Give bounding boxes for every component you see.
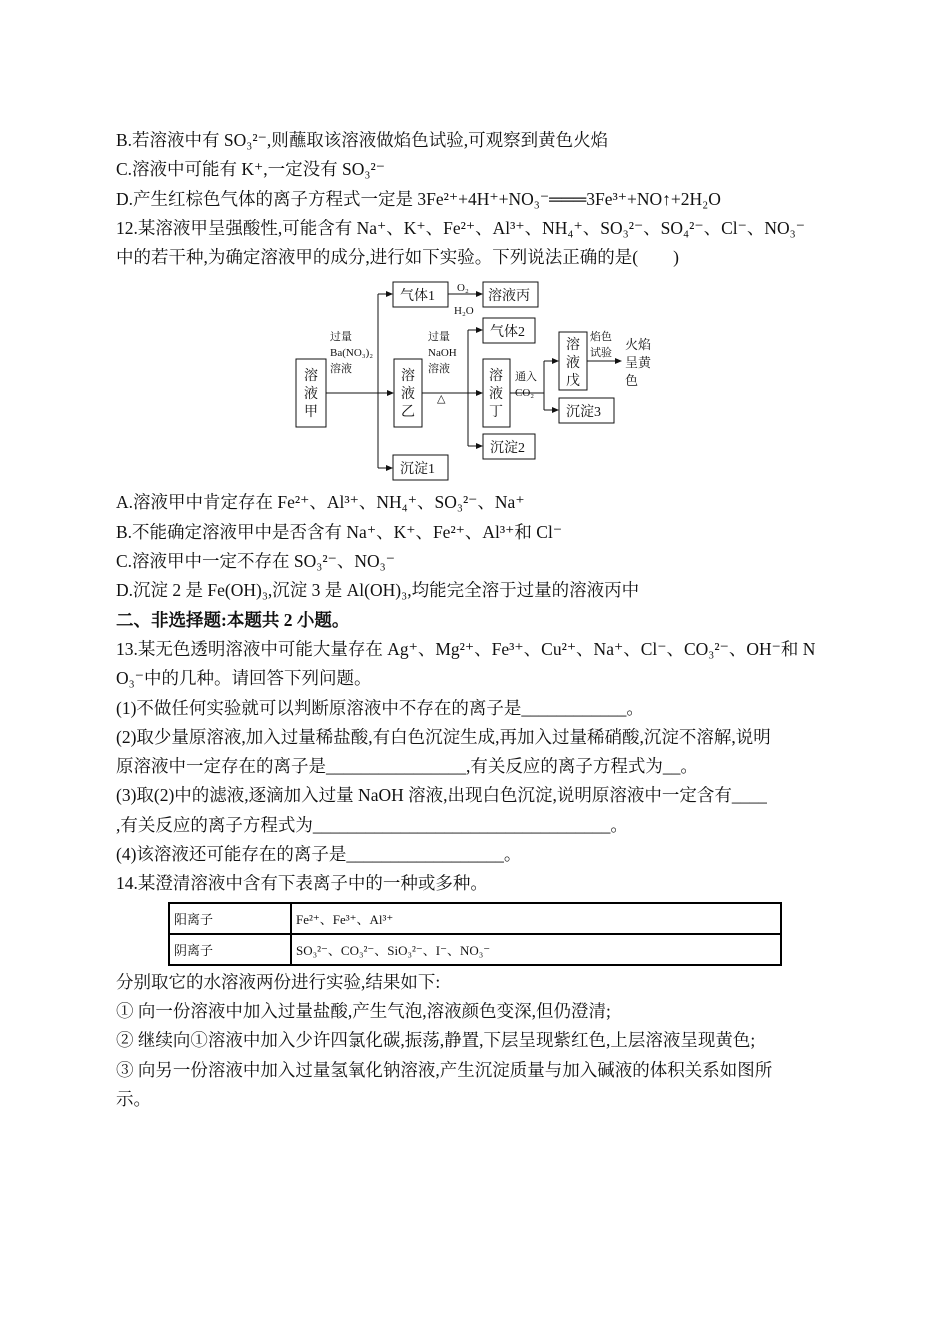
- q12-flow-diagram: [116, 272, 836, 488]
- q14-intro: 分别取它的水溶液两份进行实验,结果如下:: [116, 971, 441, 992]
- q14-step3-line1: ③ 向另一份溶液中加入过量氢氧化钠溶液,产生沉淀质量与加入碱液的体积关系如图所: [116, 1059, 773, 1080]
- q12-option-c: C.溶液甲中一定不存在 SO₃²⁻、NO₃⁻: [116, 551, 395, 572]
- label-ding-2: 液: [489, 387, 503, 403]
- q14-step3-line2: 示。: [116, 1088, 151, 1109]
- q14-step2: ② 继续向①溶液中加入少许四氯化碳,振荡,静置,下层呈现紫红色,上层溶液呈现黄色;: [116, 1030, 756, 1051]
- q12-stem-line2: 中的若干种,为确定溶液甲的成分,进行如下实验。下列说法正确的是( ): [116, 247, 679, 268]
- document-page: [116, 126, 836, 1114]
- q13-part4: (4)该溶液还可能存在的离子是__________________。: [116, 844, 522, 865]
- q13-part2-line2: 原溶液中一定存在的离子是________________,有关反应的离子方程式为__。: [116, 756, 698, 777]
- ion-table: [168, 902, 782, 966]
- reagent2-line1: 过量: [428, 331, 450, 344]
- table-row: [169, 903, 781, 934]
- label-yi-2: 液: [401, 387, 415, 403]
- label-ding-1: 溶: [489, 369, 503, 385]
- q13-part1: (1)不做任何实验就可以判断原溶液中不存在的离子是____________。: [116, 697, 644, 718]
- result-line1: 火焰: [625, 337, 652, 353]
- table-cell-label: 阴离子: [169, 934, 291, 965]
- table-row: [169, 934, 781, 965]
- q14-stem: 14.某澄清溶液中含有下表离子中的一种或多种。: [116, 873, 488, 894]
- label-gas2: 气体2: [490, 325, 525, 341]
- label-ppt3: 沉淀3: [566, 405, 601, 421]
- result-line3: 色: [625, 373, 639, 389]
- q12-option-a: A.溶液甲中肯定存在 Fe²⁺、Al³⁺、NH₄⁺、SO₃²⁻、Na⁺: [116, 492, 525, 513]
- q11-option-d: D.产生红棕色气体的离子方程式一定是 3Fe²⁺+4H⁺+NO₃⁻═══3Fe³⁺+NO↑+2H₂O: [116, 188, 721, 209]
- label-gas1: 气体1: [400, 289, 435, 305]
- label-jia-3: 甲: [304, 405, 318, 421]
- section-heading: 二、非选择题:本题共 2 小题。: [116, 609, 350, 630]
- q13-stem-line1: 13.某无色透明溶液中可能大量存在 Ag⁺、Mg²⁺、Fe³⁺、Cu²⁺、Na⁺、Cl⁻、CO₃²⁻、OH⁻和 N: [116, 638, 816, 659]
- reagent-o2: O₂: [457, 282, 469, 295]
- label-ding-3: 丁: [489, 405, 503, 421]
- reagent3-line2: CO₂: [515, 387, 535, 400]
- q13-part2-line1: (2)取少量原溶液,加入过量稀盐酸,有白色沉淀生成,再加入过量稀硝酸,沉淀不溶解,说明: [116, 726, 771, 747]
- label-yi-1: 溶: [401, 369, 415, 385]
- q13-part3-line2: ,有关反应的离子方程式为__________________________________。: [116, 814, 628, 835]
- q13-part3-line1: (3)取(2)中的滤液,逐滴加入过量 NaOH 溶液,出现白色沉淀,说明原溶液中一定含有____: [116, 785, 767, 806]
- reagent-h2o: H₂O: [454, 305, 474, 318]
- result-line2: 呈黄: [625, 355, 652, 371]
- reagent1-line1: 过量: [330, 331, 352, 344]
- q12-option-b: B.不能确定溶液甲中是否含有 Na⁺、K⁺、Fe²⁺、Al³⁺和 Cl⁻: [116, 521, 563, 542]
- reagent1-line3: 溶液: [330, 363, 352, 376]
- reagent2-line3: 溶液: [428, 363, 450, 376]
- table-cell-ions: Fe²⁺、Fe³⁺、Al³⁺: [291, 903, 781, 934]
- q14-step1: ① 向一份溶液中加入过量盐酸,产生气泡,溶液颜色变深,但仍澄清;: [116, 1000, 611, 1021]
- flame-line2: 试验: [590, 347, 612, 360]
- table-cell-ions: SO₃²⁻、CO₃²⁻、SiO₃²⁻、I⁻、NO₃⁻: [291, 934, 781, 965]
- reagent2-line2: NaOH: [428, 347, 457, 360]
- reagent1-line2: Ba(NO₃)₂: [330, 347, 374, 360]
- q12-option-d: D.沉淀 2 是 Fe(OH)₃,沉淀 3 是 Al(OH)₃,均能完全溶于过量的溶液丙中: [116, 580, 640, 601]
- label-jia-2: 液: [304, 387, 318, 403]
- label-jia-1: 溶: [304, 369, 318, 385]
- q12-stem-line1: 12.某溶液甲呈强酸性,可能含有 Na⁺、K⁺、Fe²⁺、Al³⁺、NH₄⁺、SO₃²⁻、SO₄²⁻、Cl⁻、NO₃⁻: [116, 217, 806, 238]
- table-cell-label: 阳离子: [169, 903, 291, 934]
- label-bing: 溶液丙: [488, 289, 530, 305]
- flame-line1: 焰色: [590, 331, 612, 344]
- reagent2-heat: △: [437, 393, 446, 406]
- label-wu-2: 液: [566, 356, 580, 372]
- label-wu-1: 溶: [566, 338, 580, 354]
- q11-option-b: B.若溶液中有 SO₃²⁻,则蘸取该溶液做焰色试验,可观察到黄色火焰: [116, 130, 609, 150]
- label-ppt2: 沉淀2: [490, 441, 525, 457]
- reagent3-line1: 通入: [515, 371, 537, 384]
- q13-stem-line2: O₃⁻中的几种。请回答下列问题。: [116, 668, 372, 689]
- q11-option-c: C.溶液中可能有 K⁺,一定没有 SO₃²⁻: [116, 159, 386, 180]
- label-ppt1: 沉淀1: [400, 462, 435, 478]
- label-yi-3: 乙: [401, 405, 415, 421]
- label-wu-3: 戊: [566, 374, 580, 390]
